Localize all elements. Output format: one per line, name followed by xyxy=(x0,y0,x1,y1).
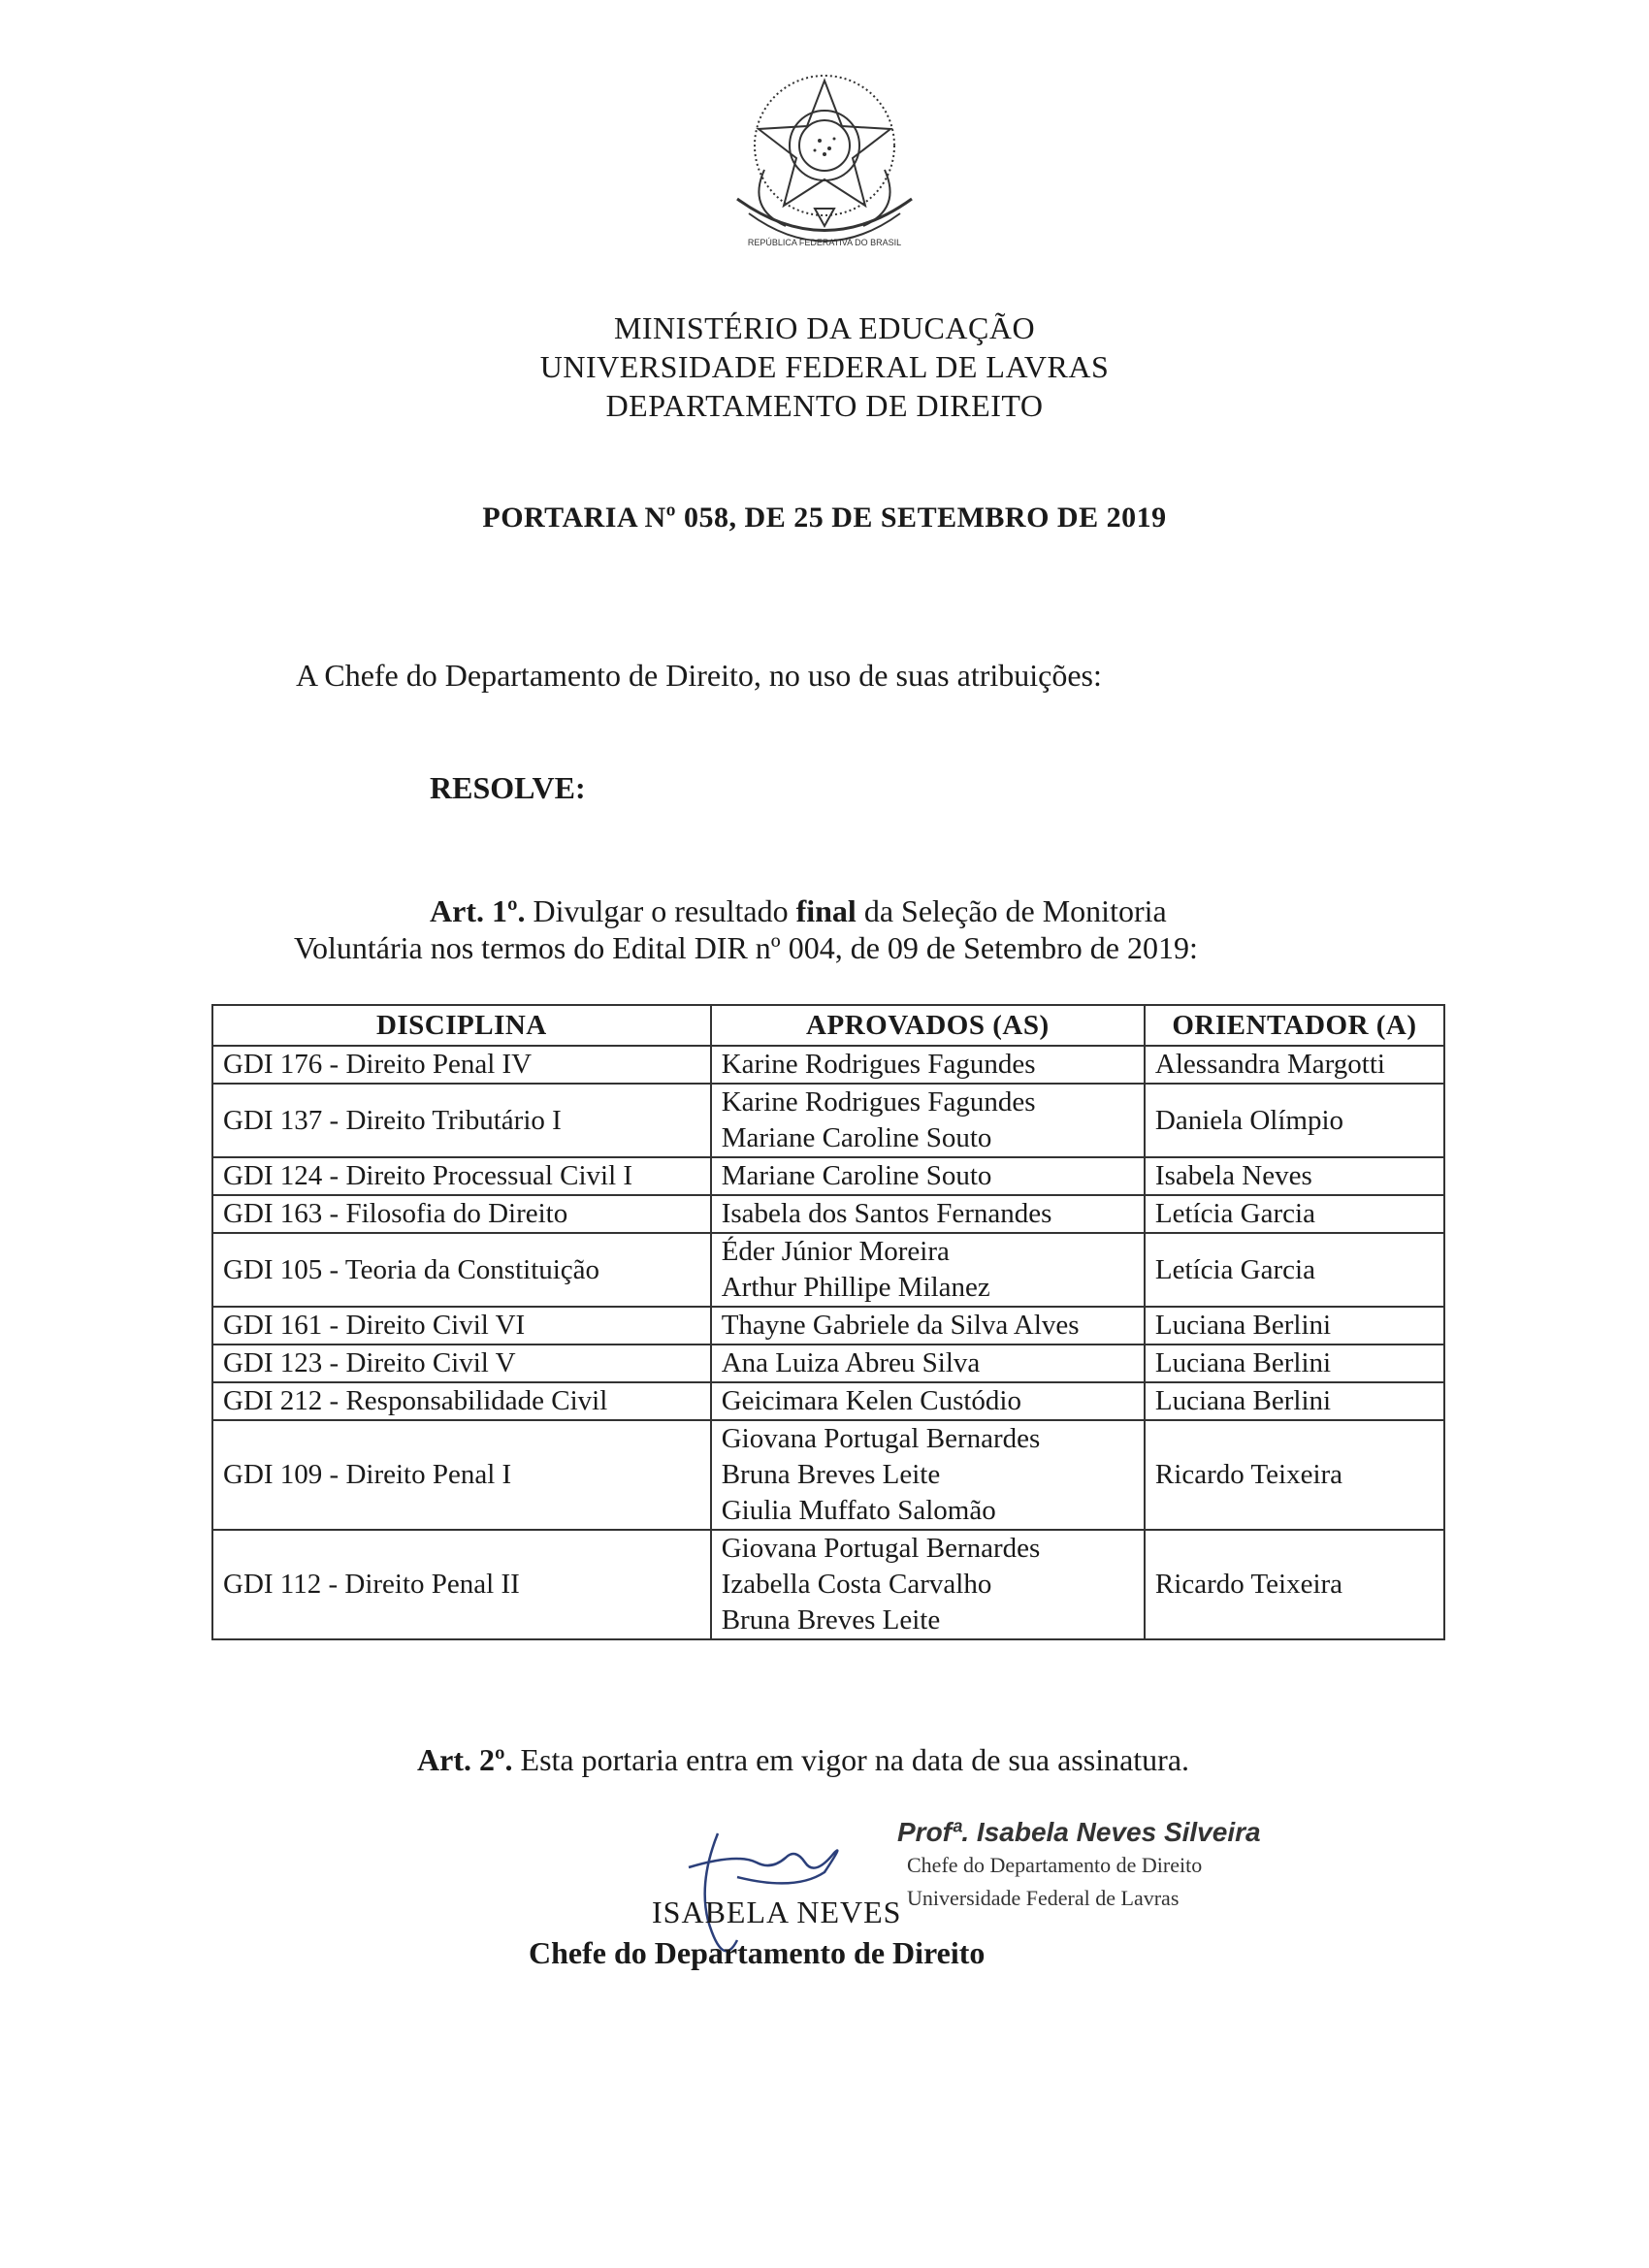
cell-disciplina: GDI 123 - Direito Civil V xyxy=(212,1345,711,1382)
cell-orientador: Ricardo Teixeira xyxy=(1145,1420,1444,1530)
table-row xyxy=(212,1530,1444,1639)
table-body xyxy=(212,1046,1444,1639)
cell-disciplina: GDI 137 - Direito Tributário I xyxy=(212,1084,711,1157)
art1-text-after: da Seleção de Monitoria xyxy=(856,893,1167,928)
portaria-title: PORTARIA Nº 058, DE 25 DE SETEMBRO DE 2019 xyxy=(482,502,1167,534)
table-row xyxy=(212,1382,1444,1420)
cell-aprovados xyxy=(711,1157,1145,1195)
stamp-institution: Universidade Federal de Lavras xyxy=(907,1886,1180,1910)
intro-text: A Chefe do Departamento de Direito, no uso de suas atribuições: xyxy=(296,658,1102,693)
table-row xyxy=(212,1195,1444,1233)
cell-disciplina: GDI 109 - Direito Penal I xyxy=(212,1420,711,1530)
aprovado-name: Giulia Muffato Salomão xyxy=(721,1495,996,1526)
table-row xyxy=(212,1345,1444,1382)
aprovado-name: Éder Júnior Moreira xyxy=(721,1236,950,1267)
table-row xyxy=(212,1157,1444,1195)
cell-aprovados xyxy=(711,1530,1145,1639)
aprovado-name: Mariane Caroline Souto xyxy=(721,1122,992,1153)
table-row xyxy=(212,1046,1444,1084)
aprovado-name: Ana Luiza Abreu Silva xyxy=(721,1347,981,1378)
art1-paragraph xyxy=(430,892,1351,929)
cell-disciplina: GDI 163 - Filosofia do Direito xyxy=(212,1195,711,1233)
cell-orientador: Luciana Berlini xyxy=(1145,1345,1444,1382)
results-table xyxy=(211,1004,1445,1640)
cell-orientador: Letícia Garcia xyxy=(1145,1195,1444,1233)
cell-orientador: Isabela Neves xyxy=(1145,1157,1444,1195)
cell-disciplina: GDI 212 - Responsabilidade Civil xyxy=(212,1382,711,1420)
stamp-name: Profª. Isabela Neves Silveira xyxy=(897,1817,1261,1847)
aprovado-name: Mariane Caroline Souto xyxy=(721,1160,992,1191)
coat-of-arms-seal xyxy=(679,53,970,276)
aprovado-name: Giovana Portugal Bernardes xyxy=(721,1423,1041,1454)
header-orientador: ORIENTADOR (A) xyxy=(1145,1005,1444,1046)
aprovado-name: Geicimara Kelen Custódio xyxy=(721,1385,1021,1416)
cell-orientador: Luciana Berlini xyxy=(1145,1382,1444,1420)
cell-disciplina: GDI 161 - Direito Civil VI xyxy=(212,1307,711,1345)
table-row xyxy=(212,1307,1444,1345)
aprovado-name: Arthur Phillipe Milanez xyxy=(721,1272,990,1303)
aprovado-name: Giovana Portugal Bernardes xyxy=(721,1533,1041,1564)
art1-label: Art. 1º. xyxy=(430,893,526,928)
signature-name: ISABELA NEVES xyxy=(652,1895,902,1929)
cell-aprovados xyxy=(711,1046,1145,1084)
cell-aprovados xyxy=(711,1307,1145,1345)
cell-aprovados xyxy=(711,1382,1145,1420)
cell-disciplina: GDI 124 - Direito Processual Civil I xyxy=(212,1157,711,1195)
stamp-role: Chefe do Departamento de Direito xyxy=(907,1853,1203,1877)
signature-role: Chefe do Departamento de Direito xyxy=(529,1935,986,1970)
cell-disciplina: GDI 176 - Direito Penal IV xyxy=(212,1046,711,1084)
art2-paragraph xyxy=(417,1741,1189,1778)
header-aprovados: APROVADOS (AS) xyxy=(711,1005,1145,1046)
aprovado-name: Thayne Gabriele da Silva Alves xyxy=(721,1310,1080,1341)
table-row xyxy=(212,1233,1444,1307)
header-department: DEPARTAMENTO DE DIREITO xyxy=(605,388,1044,423)
table-row xyxy=(212,1420,1444,1530)
art1-line2: Voluntária nos termos do Edital DIR nº 004, de 09 de Setembro de 2019: xyxy=(294,930,1198,965)
cell-disciplina: GDI 112 - Direito Penal II xyxy=(212,1530,711,1639)
header-ministry: MINISTÉRIO DA EDUCAÇÃO xyxy=(613,310,1036,345)
seal-caption: REPÚBLICA FEDERATIVA DO BRASIL xyxy=(747,238,902,247)
resolve-heading: RESOLVE: xyxy=(430,770,586,805)
cell-orientador: Daniela Olímpio xyxy=(1145,1084,1444,1157)
cell-orientador: Alessandra Margotti xyxy=(1145,1046,1444,1084)
header-university: UNIVERSIDADE FEDERAL DE LAVRAS xyxy=(539,349,1110,384)
aprovado-name: Karine Rodrigues Fagundes xyxy=(721,1049,1036,1080)
cell-disciplina: GDI 105 - Teoria da Constituição xyxy=(212,1233,711,1307)
cell-aprovados xyxy=(711,1345,1145,1382)
cell-orientador: Ricardo Teixeira xyxy=(1145,1530,1444,1639)
cell-aprovados xyxy=(711,1195,1145,1233)
aprovado-name: Isabela dos Santos Fernandes xyxy=(721,1198,1052,1229)
header-disciplina: DISCIPLINA xyxy=(212,1005,711,1046)
cell-aprovados xyxy=(711,1233,1145,1307)
art1-text-before: Divulgar o resultado xyxy=(525,893,796,928)
cell-orientador: Letícia Garcia xyxy=(1145,1233,1444,1307)
cell-aprovados xyxy=(711,1084,1145,1157)
aprovado-name: Karine Rodrigues Fagundes xyxy=(721,1086,1036,1118)
art2-label: Art. 2º. xyxy=(417,1742,513,1777)
table-header-row xyxy=(212,1005,1444,1046)
art2-text: Esta portaria entra em vigor na data de sua assinatura. xyxy=(512,1742,1190,1777)
cell-aprovados xyxy=(711,1420,1145,1530)
aprovado-name: Izabella Costa Carvalho xyxy=(721,1569,992,1600)
art1-emph: final xyxy=(795,893,857,928)
aprovado-name: Bruna Breves Leite xyxy=(721,1604,941,1636)
aprovado-name: Bruna Breves Leite xyxy=(721,1459,941,1490)
cell-orientador: Luciana Berlini xyxy=(1145,1307,1444,1345)
table-row xyxy=(212,1084,1444,1157)
